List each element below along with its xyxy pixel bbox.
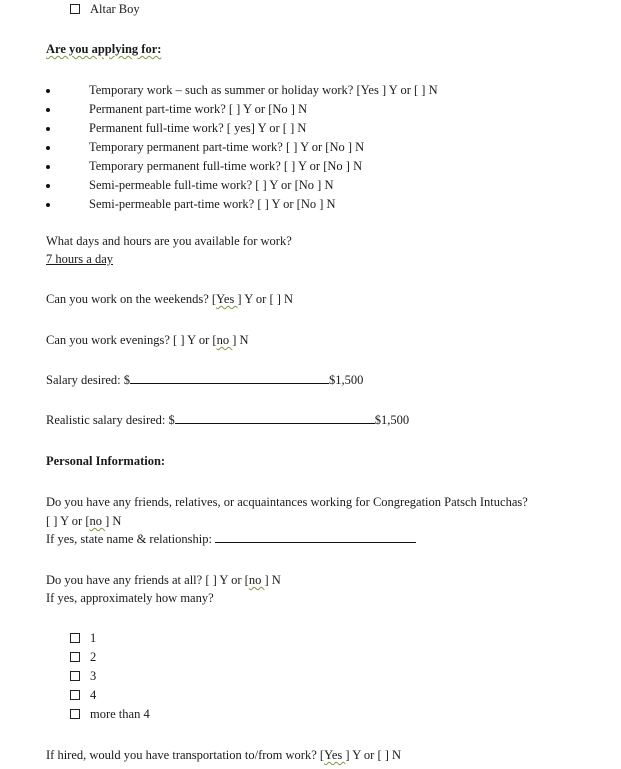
salary-field bbox=[46, 372, 363, 388]
evenings-text: Can you work evenings? [ ] Y or [ bbox=[46, 333, 217, 347]
friends-any-question bbox=[46, 572, 281, 588]
friends-working-text: [ ] Y or [ bbox=[46, 514, 90, 528]
relationship-blank-line[interactable] bbox=[215, 531, 416, 543]
personal-heading: Personal Information: bbox=[46, 454, 166, 468]
checkbox[interactable] bbox=[70, 671, 80, 681]
applying-item: Semi-permeable full-time work? [ ] Y or [No ] N bbox=[89, 178, 334, 192]
friends-count-option[interactable] bbox=[70, 706, 150, 722]
checkbox[interactable] bbox=[70, 633, 80, 643]
friends-count-option[interactable] bbox=[70, 630, 96, 646]
checkbox[interactable] bbox=[70, 690, 80, 700]
friends-count-option[interactable] bbox=[70, 687, 96, 703]
weekends-text-end: ] Y or [ ] N bbox=[237, 292, 294, 306]
realistic-salary-blank-line[interactable] bbox=[175, 412, 375, 424]
option-label: 3 bbox=[90, 669, 97, 683]
friends-working-answer[interactable]: no bbox=[89, 514, 106, 528]
friends-working-text-end: ] N bbox=[105, 514, 122, 528]
salary-blank-line[interactable] bbox=[130, 372, 329, 384]
applying-item: Temporary permanent full-time work? [ ] Y or [No ] N bbox=[89, 159, 363, 173]
bullet-icon bbox=[46, 146, 50, 150]
evenings-question bbox=[46, 332, 249, 348]
realistic-salary-label: Realistic salary desired: $ bbox=[46, 413, 175, 427]
option-label: 2 bbox=[90, 650, 97, 664]
bullet-icon bbox=[46, 89, 50, 93]
applying-item: Temporary work – such as summer or holiday work? [Yes ] Y or [ ] N bbox=[89, 83, 438, 97]
availability-answer[interactable]: 7 hours a day bbox=[46, 252, 113, 266]
option-label: more than 4 bbox=[90, 707, 150, 721]
evenings-text-end: ] N bbox=[232, 333, 249, 347]
altar-boy-label: Altar Boy bbox=[90, 2, 140, 16]
option-label: 1 bbox=[90, 631, 97, 645]
checkbox[interactable] bbox=[70, 652, 80, 662]
applying-item: Temporary permanent part-time work? [ ] Y or [No ] N bbox=[89, 140, 365, 154]
bullet-icon bbox=[46, 184, 50, 188]
availability-question: What days and hours are you available for work? bbox=[46, 234, 292, 248]
applying-item: Permanent full-time work? [ yes] Y or [ ] N bbox=[89, 121, 307, 135]
friends-any-answer[interactable]: no bbox=[248, 573, 265, 587]
bullet-icon bbox=[46, 165, 50, 169]
evenings-answer[interactable]: no bbox=[216, 333, 233, 347]
weekends-text: Can you work on the weekends? [ bbox=[46, 292, 217, 306]
salary-label: Salary desired: $ bbox=[46, 373, 131, 387]
transport-question bbox=[46, 747, 401, 763]
altar-boy-option[interactable] bbox=[70, 1, 140, 17]
applying-heading bbox=[46, 41, 161, 57]
weekends-question bbox=[46, 291, 293, 307]
transport-text-end: ] Y or [ ] N bbox=[345, 748, 402, 762]
friends-working-if-yes bbox=[46, 531, 416, 547]
applying-item: Permanent part-time work? [ ] Y or [No ] N bbox=[89, 102, 308, 116]
transport-text: If hired, would you have transportation to/from work? [ bbox=[46, 748, 325, 762]
friends-working-question: Do you have any friends, relatives, or acquaintances working for Congregation Patsch Intuchas? bbox=[46, 495, 528, 509]
friends-count-option[interactable] bbox=[70, 668, 96, 684]
applying-item: Semi-permeable part-time work? [ ] Y or [No ] N bbox=[89, 197, 336, 211]
friends-count-option[interactable] bbox=[70, 649, 96, 665]
bullet-icon bbox=[46, 203, 50, 207]
option-label: 4 bbox=[90, 688, 97, 702]
friends-any-text-end: ] N bbox=[264, 573, 281, 587]
transport-answer[interactable]: Yes bbox=[324, 748, 346, 762]
bullet-icon bbox=[46, 108, 50, 112]
friends-any-text: Do you have any friends at all? [ ] Y or [ bbox=[46, 573, 249, 587]
applying-heading-text: Are you applying for: bbox=[46, 42, 162, 56]
if-yes-label: If yes, state name & relationship: bbox=[46, 532, 216, 546]
weekends-answer[interactable]: Yes bbox=[216, 292, 238, 306]
realistic-salary-field bbox=[46, 412, 409, 428]
friends-working-answer-line bbox=[46, 513, 121, 529]
bullet-icon bbox=[46, 127, 50, 131]
checkbox[interactable] bbox=[70, 709, 80, 719]
realistic-salary-value[interactable]: $1,500 bbox=[374, 413, 410, 427]
checkbox[interactable] bbox=[70, 4, 80, 14]
friends-any-if-yes: If yes, approximately how many? bbox=[46, 591, 214, 605]
salary-value[interactable]: $1,500 bbox=[329, 373, 364, 387]
